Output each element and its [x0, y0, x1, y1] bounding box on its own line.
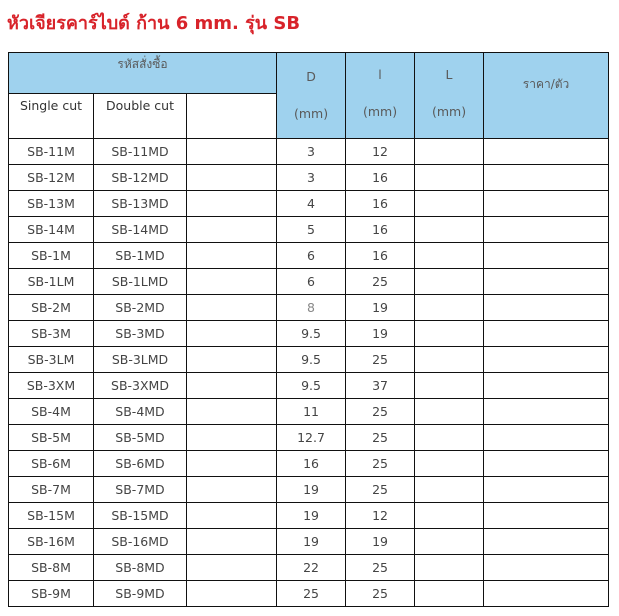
order-code-header: รหัสสั่งซื้อ — [9, 53, 277, 94]
diameter-value: 9.5 — [277, 373, 346, 399]
cutting-length-value: 19 — [346, 321, 415, 347]
single-cut-code: SB-3XM — [9, 373, 94, 399]
total-length-unit: (mm) — [431, 103, 467, 119]
cutting-length-value: 25 — [346, 477, 415, 503]
total-length-value — [415, 451, 484, 477]
table-row — [9, 477, 609, 503]
total-length-value — [415, 399, 484, 425]
price-value — [484, 373, 609, 399]
double-cut-code: SB-5MD — [94, 425, 187, 451]
single-cut-code: SB-2M — [9, 295, 94, 321]
blank-cell — [187, 425, 277, 451]
diameter-header: D — [306, 68, 316, 84]
diameter-value: 3 — [277, 139, 346, 165]
total-length-value — [415, 243, 484, 269]
diameter-value: 25 — [277, 581, 346, 607]
double-cut-code: SB-11MD — [94, 139, 187, 165]
blank-header — [187, 94, 277, 139]
table-row — [9, 165, 609, 191]
blank-cell — [187, 243, 277, 269]
diameter-value: 9.5 — [277, 321, 346, 347]
cutting-length-value: 25 — [346, 269, 415, 295]
diameter-header-cell — [277, 53, 346, 139]
price-value — [484, 243, 609, 269]
blank-cell — [187, 191, 277, 217]
blank-cell — [187, 503, 277, 529]
blank-cell — [187, 165, 277, 191]
double-cut-code: SB-2MD — [94, 295, 187, 321]
product-spec-table — [8, 52, 609, 607]
total-length-value — [415, 191, 484, 217]
total-length-value — [415, 425, 484, 451]
single-cut-header: Single cut — [9, 94, 94, 139]
diameter-value: 4 — [277, 191, 346, 217]
blank-cell — [187, 555, 277, 581]
total-length-value — [415, 269, 484, 295]
price-value — [484, 529, 609, 555]
double-cut-code: SB-12MD — [94, 165, 187, 191]
price-value — [484, 191, 609, 217]
double-cut-code: SB-6MD — [94, 451, 187, 477]
cutting-length-value: 25 — [346, 451, 415, 477]
table-row — [9, 243, 609, 269]
blank-cell — [187, 581, 277, 607]
price-value — [484, 139, 609, 165]
diameter-value: 19 — [277, 529, 346, 555]
total-length-value — [415, 217, 484, 243]
price-value — [484, 269, 609, 295]
cutting-length-value: 37 — [346, 373, 415, 399]
double-cut-code: SB-9MD — [94, 581, 187, 607]
price-header: ราคา/ตัว — [484, 53, 609, 139]
single-cut-code: SB-3M — [9, 321, 94, 347]
single-cut-code: SB-13M — [9, 191, 94, 217]
blank-cell — [187, 373, 277, 399]
blank-cell — [187, 451, 277, 477]
double-cut-code: SB-8MD — [94, 555, 187, 581]
cutting-length-value: 25 — [346, 555, 415, 581]
cutting-length-value: 16 — [346, 217, 415, 243]
diameter-value: 12.7 — [277, 425, 346, 451]
cutting-length-value: 12 — [346, 139, 415, 165]
cutting-length-value: 25 — [346, 581, 415, 607]
cutting-length-value: 16 — [346, 243, 415, 269]
cutting-length-unit: (mm) — [362, 103, 398, 119]
blank-cell — [187, 321, 277, 347]
table-row — [9, 347, 609, 373]
total-length-header: L — [445, 66, 453, 82]
table-row — [9, 555, 609, 581]
price-value — [484, 503, 609, 529]
price-value — [484, 399, 609, 425]
blank-cell — [187, 477, 277, 503]
table-row — [9, 139, 609, 165]
diameter-value: 11 — [277, 399, 346, 425]
single-cut-code: SB-3LM — [9, 347, 94, 373]
double-cut-code: SB-3MD — [94, 321, 187, 347]
total-length-header-cell — [415, 53, 484, 139]
price-value — [484, 451, 609, 477]
total-length-value — [415, 165, 484, 191]
page-title: หัวเจียรคาร์ไบด์ ก้าน 6 mm. รุ่น SB — [7, 13, 301, 34]
double-cut-code: SB-13MD — [94, 191, 187, 217]
header-row — [9, 53, 609, 94]
double-cut-header: Double cut — [94, 94, 187, 139]
cutting-length-value: 25 — [346, 399, 415, 425]
total-length-value — [415, 373, 484, 399]
total-length-value — [415, 555, 484, 581]
cutting-length-value: 25 — [346, 425, 415, 451]
total-length-value — [415, 477, 484, 503]
table-row — [9, 217, 609, 243]
total-length-value — [415, 295, 484, 321]
blank-cell — [187, 399, 277, 425]
single-cut-code: SB-12M — [9, 165, 94, 191]
single-cut-code: SB-16M — [9, 529, 94, 555]
price-value — [484, 321, 609, 347]
diameter-value: 6 — [277, 243, 346, 269]
cutting-length-header-cell — [346, 53, 415, 139]
total-length-value — [415, 347, 484, 373]
blank-cell — [187, 347, 277, 373]
blank-cell — [187, 269, 277, 295]
diameter-unit: (mm) — [293, 105, 329, 121]
blank-cell — [187, 217, 277, 243]
table-row — [9, 373, 609, 399]
cutting-length-value: 19 — [346, 295, 415, 321]
table-row — [9, 581, 609, 607]
double-cut-code: SB-1LMD — [94, 269, 187, 295]
total-length-value — [415, 581, 484, 607]
table-row — [9, 425, 609, 451]
double-cut-code: SB-14MD — [94, 217, 187, 243]
price-value — [484, 425, 609, 451]
price-value — [484, 217, 609, 243]
cutting-length-value: 12 — [346, 503, 415, 529]
diameter-value: 8 — [277, 295, 346, 321]
single-cut-code: SB-11M — [9, 139, 94, 165]
single-cut-code: SB-6M — [9, 451, 94, 477]
double-cut-code: SB-3XMD — [94, 373, 187, 399]
price-value — [484, 295, 609, 321]
total-length-value — [415, 503, 484, 529]
single-cut-code: SB-4M — [9, 399, 94, 425]
diameter-value: 3 — [277, 165, 346, 191]
table-row — [9, 399, 609, 425]
double-cut-code: SB-7MD — [94, 477, 187, 503]
cutting-length-value: 16 — [346, 165, 415, 191]
diameter-value: 19 — [277, 503, 346, 529]
price-value — [484, 581, 609, 607]
price-value — [484, 555, 609, 581]
price-value — [484, 165, 609, 191]
double-cut-code: SB-1MD — [94, 243, 187, 269]
table-row — [9, 529, 609, 555]
double-cut-code: SB-4MD — [94, 399, 187, 425]
single-cut-code: SB-1LM — [9, 269, 94, 295]
table-row — [9, 269, 609, 295]
diameter-value: 5 — [277, 217, 346, 243]
single-cut-code: SB-5M — [9, 425, 94, 451]
diameter-value: 19 — [277, 477, 346, 503]
diameter-value: 16 — [277, 451, 346, 477]
diameter-value: 6 — [277, 269, 346, 295]
total-length-value — [415, 321, 484, 347]
table-row — [9, 503, 609, 529]
blank-cell — [187, 139, 277, 165]
diameter-value: 9.5 — [277, 347, 346, 373]
table-row — [9, 451, 609, 477]
cutting-length-value: 25 — [346, 347, 415, 373]
total-length-value — [415, 139, 484, 165]
double-cut-code: SB-15MD — [94, 503, 187, 529]
price-value — [484, 347, 609, 373]
table-row — [9, 321, 609, 347]
single-cut-code: SB-7M — [9, 477, 94, 503]
single-cut-code: SB-1M — [9, 243, 94, 269]
table-row — [9, 295, 609, 321]
double-cut-code: SB-16MD — [94, 529, 187, 555]
single-cut-code: SB-15M — [9, 503, 94, 529]
blank-cell — [187, 295, 277, 321]
diameter-value: 22 — [277, 555, 346, 581]
cutting-length-header: l — [378, 66, 382, 82]
single-cut-code: SB-9M — [9, 581, 94, 607]
table-row — [9, 191, 609, 217]
cutting-length-value: 19 — [346, 529, 415, 555]
blank-cell — [187, 529, 277, 555]
cutting-length-value: 16 — [346, 191, 415, 217]
double-cut-code: SB-3LMD — [94, 347, 187, 373]
single-cut-code: SB-14M — [9, 217, 94, 243]
total-length-value — [415, 529, 484, 555]
single-cut-code: SB-8M — [9, 555, 94, 581]
price-value — [484, 477, 609, 503]
